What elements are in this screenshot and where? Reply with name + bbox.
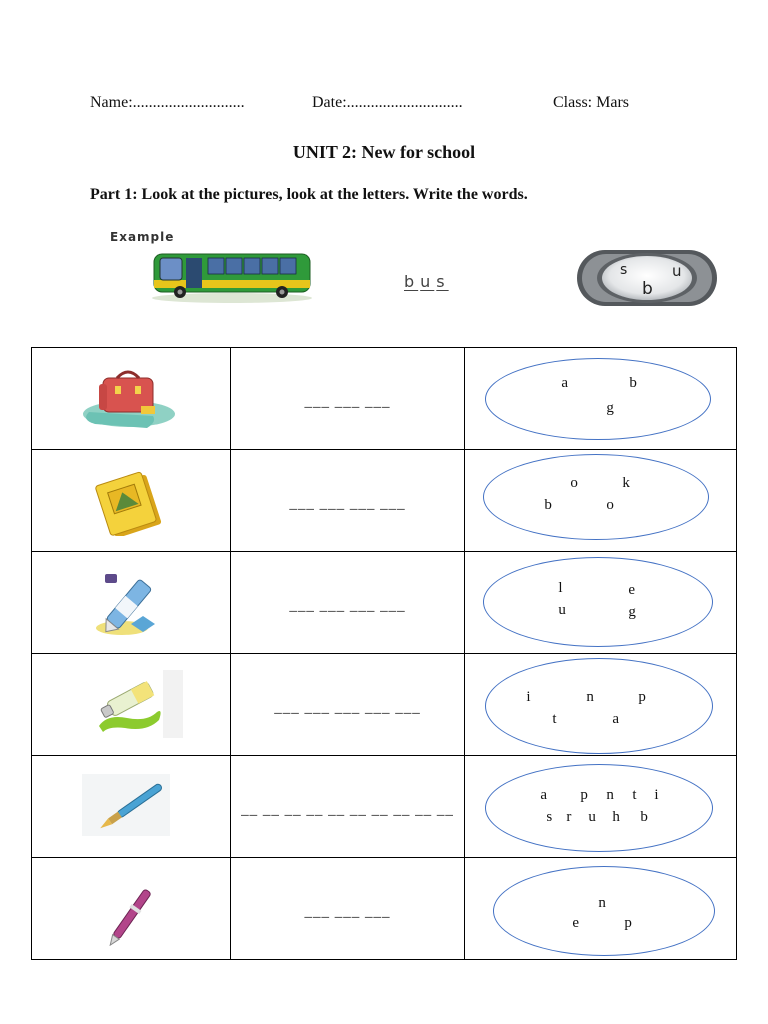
scrambled-letter: a — [561, 375, 569, 391]
answer-blanks[interactable]: ___ ___ ___ — [304, 394, 391, 410]
answer-cell[interactable] — [230, 450, 465, 552]
table-row — [32, 756, 737, 858]
letters-cell — [465, 552, 737, 654]
dial-letter: b — [642, 279, 653, 299]
paintbrush-picture — [82, 774, 192, 846]
letters-oval — [485, 764, 713, 852]
dial-letter: s — [620, 262, 628, 278]
scrambled-letter: a — [540, 787, 548, 803]
scrambled-letter: n — [586, 689, 594, 705]
scrambled-letter: b — [629, 375, 637, 391]
table-row — [32, 450, 737, 552]
date-field[interactable]: Date:............................. — [312, 94, 463, 111]
scrambled-letter: o — [606, 497, 614, 513]
scrambled-letter: s — [546, 809, 553, 825]
book-picture — [77, 464, 187, 536]
scrambled-letter: p — [580, 787, 588, 803]
scrambled-letter: i — [654, 787, 659, 803]
picture-cell — [32, 858, 231, 960]
scrambled-letter: h — [612, 809, 620, 825]
scrambled-letter: g — [606, 400, 614, 416]
letters-cell — [465, 450, 737, 552]
answer-cell[interactable] — [230, 552, 465, 654]
bus-picture — [150, 248, 315, 304]
table-row — [32, 858, 737, 960]
letters-oval — [493, 866, 715, 956]
example-letter: u — [420, 272, 435, 291]
letters-cell — [465, 858, 737, 960]
part-instruction: Part 1: Look at the pictures, look at the letters. Write the words. — [90, 186, 528, 203]
table-row — [32, 348, 737, 450]
page-title: UNIT 2: New for school — [292, 142, 476, 162]
picture-cell — [32, 756, 231, 858]
scrambled-letter: i — [526, 689, 531, 705]
scrambled-letter: u — [588, 809, 596, 825]
scrambled-letter: g — [628, 604, 636, 620]
scrambled-letter: e — [572, 915, 580, 931]
letters-cell — [465, 654, 737, 756]
scrambled-letter: e — [628, 582, 636, 598]
example-letter: b — [404, 272, 419, 291]
scrambled-letter: p — [638, 689, 646, 705]
answer-cell[interactable] — [230, 756, 465, 858]
example-answer — [404, 272, 451, 291]
letters-oval — [483, 557, 713, 647]
answer-cell[interactable] — [230, 858, 465, 960]
scrambled-letter: r — [566, 809, 572, 825]
answer-blanks[interactable]: ___ ___ ___ — [304, 904, 391, 920]
picture-cell — [32, 552, 231, 654]
answer-cell[interactable] — [230, 348, 465, 450]
exercise-table — [31, 347, 737, 960]
letters-oval — [485, 658, 713, 754]
table-row — [32, 552, 737, 654]
scrambled-letter: a — [612, 711, 620, 727]
scrambled-letter: t — [552, 711, 557, 727]
answer-blanks[interactable]: ___ ___ ___ ___ ___ — [274, 700, 421, 716]
school-bag-picture — [77, 362, 187, 432]
scrambled-letter: l — [558, 580, 563, 596]
answer-blanks[interactable]: __ __ __ __ __ __ __ __ __ __ — [241, 802, 454, 818]
name-field[interactable]: Name:............................ — [90, 94, 245, 111]
scrambled-letter: o — [570, 475, 578, 491]
picture-cell — [32, 654, 231, 756]
answer-blanks[interactable]: ___ ___ ___ ___ — [289, 598, 406, 614]
table-row — [32, 654, 737, 756]
glue-picture — [77, 566, 187, 638]
letters-oval — [483, 454, 709, 540]
letters-cell — [465, 756, 737, 858]
picture-cell — [32, 450, 231, 552]
scrambled-letter: b — [640, 809, 648, 825]
scrambled-letter: k — [622, 475, 630, 491]
header-row — [90, 94, 690, 116]
letters-oval — [485, 358, 711, 440]
picture-cell — [32, 348, 231, 450]
dial-letter: u — [672, 262, 682, 280]
scrambled-letter: u — [558, 602, 566, 618]
scrambled-letter: p — [624, 915, 632, 931]
answer-cell[interactable] — [230, 654, 465, 756]
pen-picture — [92, 874, 202, 946]
scrambled-letter: n — [606, 787, 614, 803]
letter-dial — [576, 248, 718, 308]
class-label: Class: Mars — [553, 94, 629, 111]
scrambled-letter: t — [632, 787, 637, 803]
scrambled-letter: b — [544, 497, 552, 513]
example-letter: s — [436, 272, 449, 291]
answer-blanks[interactable]: ___ ___ ___ ___ — [289, 496, 406, 512]
paint-tube-picture — [77, 668, 187, 740]
letters-cell — [465, 348, 737, 450]
example-label: Example — [110, 230, 175, 244]
scrambled-letter: n — [598, 895, 606, 911]
